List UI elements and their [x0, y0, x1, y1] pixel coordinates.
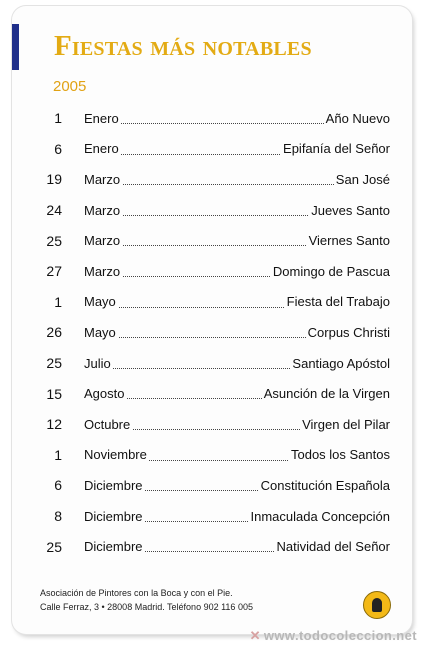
fiesta-row: [12, 378, 412, 409]
fiesta-month: Diciembre: [84, 477, 143, 493]
fiesta-row: [12, 470, 412, 501]
fiesta-name: San José: [335, 171, 390, 187]
fiesta-month: Marzo: [84, 202, 121, 218]
fiesta-month: Octubre: [84, 416, 131, 432]
fiesta-day: 27: [46, 263, 62, 280]
logo-figure: [372, 598, 382, 612]
fiesta-day: 8: [54, 508, 62, 525]
fiesta-name: Asunción de la Virgen: [263, 386, 390, 402]
fiesta-row: [12, 501, 412, 532]
fiesta-month: Agosto: [84, 386, 125, 402]
watermark-text: www.todocoleccion.net: [263, 628, 417, 643]
watermark: [250, 628, 417, 644]
fiesta-name: Año Nuevo: [325, 110, 390, 126]
fiesta-name: Santiago Apóstol: [292, 355, 390, 371]
fiesta-day: 24: [46, 202, 62, 219]
fiesta-row: [12, 134, 412, 165]
fiesta-name: Todos los Santos: [290, 447, 390, 463]
watermark-mark-icon: ✕: [249, 628, 261, 643]
fiesta-name: Natividad del Señor: [276, 539, 390, 555]
calendar-card: [12, 6, 412, 634]
fiesta-row: [12, 440, 412, 471]
fiesta-name: Inmaculada Concepción: [250, 508, 390, 524]
fiesta-day: 1: [54, 293, 62, 310]
fiesta-row: [12, 225, 412, 256]
fiesta-day: 12: [46, 416, 62, 433]
blue-edge-stripe: [12, 24, 19, 70]
fiesta-month: Enero: [84, 110, 119, 126]
fiesta-month: Enero: [84, 141, 119, 157]
fiesta-row: [12, 256, 412, 287]
fiesta-name: Constitución Española: [260, 477, 390, 493]
fiesta-month: Julio: [84, 355, 111, 371]
fiesta-day: 25: [46, 538, 62, 555]
fiesta-name: Viernes Santo: [308, 233, 390, 249]
fiesta-day: 1: [54, 446, 62, 463]
fiesta-row: [12, 348, 412, 379]
fiestas-list: [12, 103, 412, 562]
footer-line-1: Asociación de Pintores con la Boca y con el Pie.: [40, 588, 233, 598]
fiesta-month: Diciembre: [84, 508, 143, 524]
fiesta-day: 25: [46, 355, 62, 372]
fiesta-row: [12, 317, 412, 348]
fiesta-name: Jueves Santo: [311, 202, 390, 218]
fiesta-day: 1: [54, 110, 62, 127]
fiesta-month: Noviembre: [84, 447, 147, 463]
fiesta-name: Fiesta del Trabajo: [286, 294, 390, 310]
fiesta-name: Virgen del Pilar: [302, 416, 390, 432]
fiesta-month: Diciembre: [84, 539, 143, 555]
fiesta-month: Marzo: [84, 233, 121, 249]
fiesta-row: [12, 103, 412, 134]
fiesta-name: Corpus Christi: [307, 324, 390, 340]
footer-address: [40, 586, 253, 614]
fiesta-day: 15: [46, 385, 62, 402]
fiesta-name: Epifanía del Señor: [283, 141, 390, 157]
fiesta-row: [12, 287, 412, 318]
fiesta-day: 19: [46, 171, 62, 188]
page-title: Fiestas más notables: [54, 30, 312, 62]
footer-line-2: Calle Ferraz, 3 • 28008 Madrid. Teléfono 902 116 005: [40, 602, 253, 612]
fiesta-month: Marzo: [84, 171, 121, 187]
fiesta-month: Marzo: [84, 263, 121, 279]
fiesta-day: 6: [54, 140, 62, 157]
association-logo-icon: [363, 591, 391, 619]
fiesta-month: Mayo: [84, 324, 116, 340]
fiesta-row: [12, 409, 412, 440]
fiesta-name: Domingo de Pascua: [272, 263, 390, 279]
fiesta-day: 6: [54, 477, 62, 494]
year-label: 2005: [53, 78, 87, 95]
fiesta-day: 26: [46, 324, 62, 341]
fiesta-day: 25: [46, 232, 62, 249]
fiesta-row: [12, 531, 412, 562]
fiesta-month: Mayo: [84, 294, 116, 310]
fiesta-row: [12, 164, 412, 195]
fiesta-row: [12, 195, 412, 226]
